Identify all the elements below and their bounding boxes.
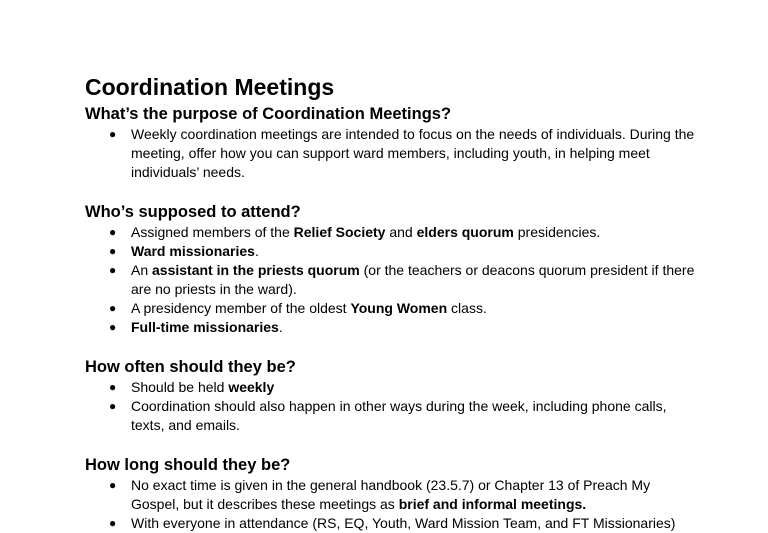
list-item: ● No exact time is given in the general handbook (23.5.7) or Chapter 13 of Preach My Gospel, but it describes these meetings as brief and informal meetings. [109,477,651,512]
section-duration [85,454,695,533]
section-frequency [85,356,695,435]
bullet-list [85,125,695,182]
bullet-icon: ● [109,320,117,334]
bullet-icon: ● [109,478,117,492]
bullet-icon: ● [109,516,117,530]
section-heading: How often should they be? [85,358,296,376]
section-purpose [85,103,695,182]
list-item: ● Weekly coordination meetings are intended to focus on the needs of individuals. During the meeting, offer how you can support ward members, including youth, in helping meet individuals’ needs. [109,126,695,180]
list-item: ● Ward missionaries. [109,243,259,259]
section-heading: How long should they be? [85,456,291,474]
list-item: ● Assigned members of the Relief Society and elders quorum presidencies. [109,224,601,240]
list-item: ● With everyone in attendance (RS, EQ, Youth, Ward Mission Team, and FT Missionaries) [109,515,676,531]
bullet-icon: ● [109,301,117,315]
bullet-list [85,223,695,337]
list-item: ● Coordination should also happen in other ways during the week, including phone calls, texts, and emails. [109,398,667,433]
bullet-icon: ● [109,399,117,413]
page-title: Coordination Meetings [85,74,335,100]
list-item: ● Full-time missionaries. [109,319,283,335]
bullet-icon: ● [109,263,117,277]
bullet-icon: ● [109,127,117,141]
list-item: ● A presidency member of the oldest Young Women class. [109,300,487,316]
bullet-icon: ● [109,380,117,394]
section-heading: What’s the purpose of Coordination Meetings? [85,105,452,123]
list-item: ● An assistant in the priests quorum (or the teachers or deacons quorum president if there are no priests in the ward). [109,262,695,297]
list-item: ● Should be held weekly [109,379,275,395]
document-page [85,71,695,533]
bullet-list [85,378,695,435]
section-attendance [85,201,695,337]
bullet-list [85,476,695,533]
section-heading: Who’s supposed to attend? [85,203,301,221]
bullet-icon: ● [109,225,117,239]
bullet-icon: ● [109,244,117,258]
